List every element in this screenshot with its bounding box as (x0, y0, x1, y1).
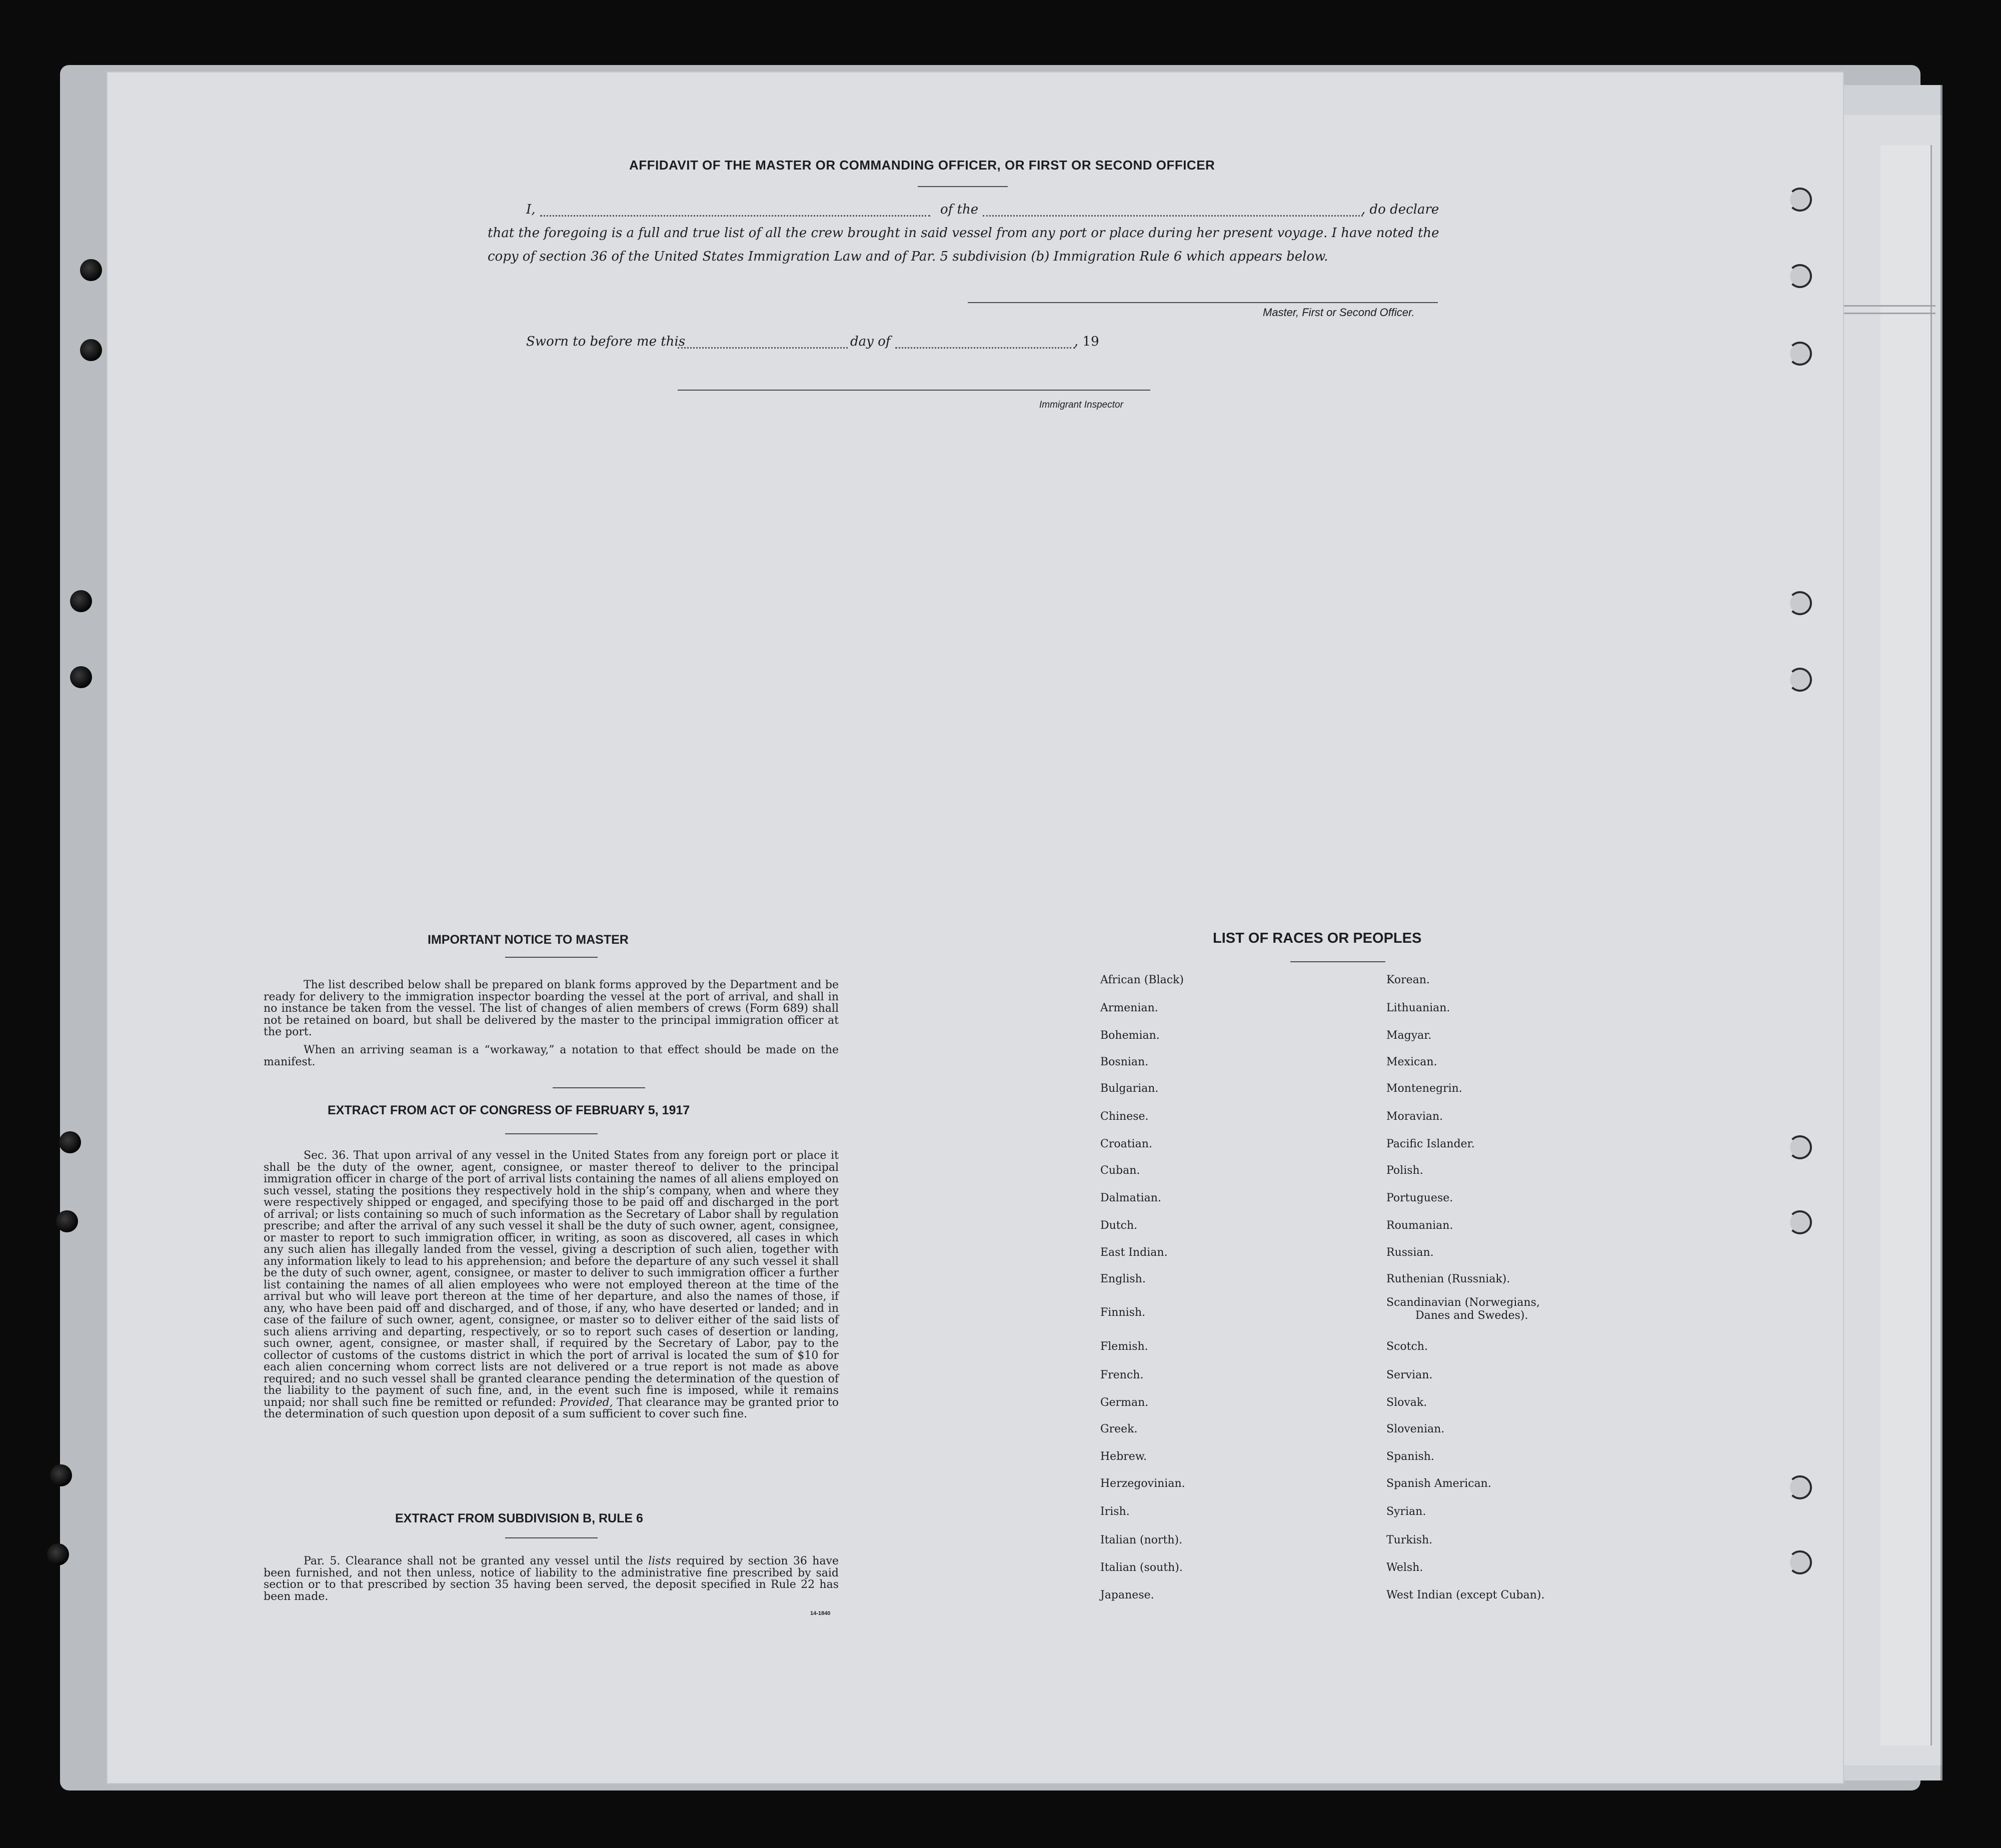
race-item: Bohemian. (1100, 1029, 1160, 1042)
officer-signature-line (968, 302, 1438, 303)
punch-hole (80, 259, 102, 281)
divider (505, 1133, 598, 1134)
race-item: Armenian. (1100, 1002, 1158, 1014)
act-section-36-text: Sec. 36. That upon arrival of any vessel in the United States from any foreign port or place it shall be the duty of the owner, agent, consignee, or master thereof to deliver to the principal immigration officer in charge of the port of arrival lists containing the names of all aliens employed on such vessel, stating the positions they respectively hold in the ship’s company, when and where they were respectively shipped or engaged, and specifying those to be paid off and discharged in the port of arrival; or lists containing so much of such information as the Secretary of Labor shall by regulation prescribe; and after the arrival of any such vessel it shall be the duty of such owner, agent, consignee, or master to report to such immigration officer, in writing, as soon as discovered, all cases in which any such alien has illegally landed from the vessel, giving a description of such alien, together with any information likely to lead to his apprehension; and before the departure of any such vessel it shall be the duty of such owner, agent, consignee, or master to deliver to such immigration officer a further list containing the names of all alien employees who were not employed thereon at the time of the arrival but who will leave port thereon at the time of her departure, and also the names of those, if any, who have been paid off and discharged, and of those, if any, who have deserted or landed; and in case of the failure of such owner, agent, consignee, or master so to deliver either of the said lists of such aliens arriving and departing, respectively, or so to report such cases of desertion or landing, such owner, agent, consignee, or master shall, if required by the Secretary of Labor, pay to the collector of customs of the customs district in which the port of arrival is located the sum of $10 for each alien concerning whom correct lists are not delivered or a true report is not made as above required; and no such vessel shall be granted clearance pending the determination of the question of the liability to the payment of such fine, and, in the event such fine is imposed, while it remains unpaid; nor shall such fine be remitted or refunded: Provided, That clearance may be granted prior to the determination of such question upon deposit of a sum sufficient to cover such fine. (264, 1149, 839, 1420)
punch-hole (80, 339, 102, 361)
punch-hole (70, 666, 92, 688)
race-item-continuation: Danes and Swedes). (1415, 1309, 1528, 1322)
race-item: Mexican. (1386, 1056, 1437, 1068)
act-title: EXTRACT FROM ACT OF CONGRESS OF FEBRUARY 5, 1917 (328, 1103, 690, 1117)
punch-hole (70, 590, 92, 612)
race-item: English. (1100, 1273, 1146, 1285)
race-item: Korean. (1386, 974, 1430, 986)
race-item: French. (1100, 1369, 1144, 1381)
race-item: Polish. (1386, 1164, 1423, 1177)
race-item: Slovenian. (1386, 1423, 1445, 1435)
rule6-title: EXTRACT FROM SUBDIVISION B, RULE 6 (395, 1511, 643, 1525)
race-item: Portuguese. (1386, 1192, 1453, 1204)
affidavit-of-the: of the (940, 202, 979, 217)
race-item: Slovak. (1386, 1396, 1427, 1409)
punch-hole (1788, 264, 1812, 288)
race-item: West Indian (except Cuban). (1386, 1589, 1545, 1601)
punch-hole (1788, 342, 1812, 366)
race-item: Scotch. (1386, 1340, 1428, 1353)
races-title: LIST OF RACES OR PEOPLES (1213, 930, 1422, 946)
race-item: Ruthenian (Russniak). (1386, 1273, 1510, 1285)
punch-hole (1788, 591, 1812, 615)
race-item: Lithuanian. (1386, 1002, 1450, 1014)
notice-title: IMPORTANT NOTICE TO MASTER (428, 933, 629, 947)
inspector-signature-line (678, 390, 1150, 391)
race-item: Italian (north). (1100, 1534, 1183, 1546)
race-item: Dutch. (1100, 1219, 1138, 1232)
race-item: Bulgarian. (1100, 1082, 1159, 1095)
divider (918, 186, 1008, 187)
race-item: Scandinavian (Norwegians, (1386, 1296, 1540, 1309)
race-item: Finnish. (1100, 1306, 1146, 1319)
inspector-caption: Immigrant Inspector (1039, 400, 1123, 410)
sworn-prefix: Sworn to before me this (526, 334, 686, 349)
race-item: Greek. (1100, 1423, 1138, 1435)
notice-paragraph: The list described below shall be prepared on blank forms approved by the Department and be ready for delivery to the immigration inspector boarding the vessel at the port of arrival, and shall in no instance be taken from the vessel. The list of changes of alien members of crews (Form 689) shall not be retained on board, but shall be delivered by the master to the principal immigration officer at the port. (264, 979, 839, 1038)
race-item: Syrian. (1386, 1505, 1426, 1518)
race-item: Spanish American. (1386, 1477, 1491, 1490)
race-item: Cuban. (1100, 1164, 1140, 1177)
divider (505, 957, 598, 958)
day-blank (678, 347, 848, 349)
punch-hole (1788, 188, 1812, 212)
race-item: Magyar. (1386, 1029, 1432, 1042)
sworn-year: , 19 (1074, 334, 1099, 349)
underlying-page-edge (1880, 145, 1932, 1745)
affidavit-line2: that the foregoing is a full and true list of all the crew brought in said vessel from any port or place during her present voyage. I have noted the (488, 226, 1439, 241)
vessel-blank (983, 215, 1363, 217)
notice-workaway-paragraph: When an arriving seaman is a “workaway,” a notation to that effect should be made on the manifest. (264, 1044, 839, 1068)
affidavit-title: AFFIDAVIT OF THE MASTER OR COMMANDING OFFICER, OR FIRST OR SECOND OFFICER (629, 158, 1215, 173)
race-item: Italian (south). (1100, 1561, 1183, 1574)
race-item: Irish. (1100, 1505, 1130, 1518)
race-item: Pacific Islander. (1386, 1138, 1475, 1150)
race-item: Russian. (1386, 1246, 1434, 1259)
sworn-day: day of (850, 334, 891, 349)
officer-caption: Master, First or Second Officer. (1263, 306, 1415, 319)
month-blank (895, 347, 1075, 349)
race-item: Chinese. (1100, 1110, 1149, 1123)
race-item: German. (1100, 1396, 1149, 1409)
punch-hole (56, 1210, 78, 1232)
race-item: Japanese. (1100, 1589, 1154, 1601)
divider (505, 1537, 598, 1538)
punch-hole (50, 1464, 72, 1486)
race-item: Moravian. (1386, 1110, 1443, 1123)
race-item: Spanish. (1386, 1450, 1434, 1463)
name-blank (540, 215, 930, 217)
race-item: East Indian. (1100, 1246, 1168, 1259)
race-item: Herzegovinian. (1100, 1477, 1185, 1490)
race-item: Roumanian. (1386, 1219, 1453, 1232)
affidavit-line3: copy of section 36 of the United States Immigration Law and of Par. 5 subdivision (b) Immigration Rule 6 which appears below. (488, 249, 1328, 264)
punch-hole (47, 1543, 69, 1565)
race-item: Bosnian. (1100, 1056, 1149, 1068)
punch-hole (1788, 1550, 1812, 1574)
document-sheet (108, 73, 1843, 1783)
race-item: Dalmatian. (1100, 1192, 1161, 1204)
punch-hole (1788, 1210, 1812, 1234)
race-item: African (Black) (1100, 974, 1184, 986)
affidavit-declare: , do declare (1361, 202, 1439, 217)
rule6-paragraph: Par. 5. Clearance shall not be granted any vessel until the lists required by section 36 have been furnished, and not then unless, notice of liability to the administrative fine prescribed by said section or to that prescribed by section 35 having been served, the deposit specified in Rule 22 has been made. (264, 1555, 839, 1603)
race-item: Croatian. (1100, 1138, 1152, 1150)
punch-hole (1788, 1135, 1812, 1159)
divider (1290, 961, 1385, 962)
race-item: Turkish. (1386, 1534, 1433, 1546)
divider (553, 1087, 645, 1088)
affidavit-i: I, (526, 202, 536, 217)
race-item: Servian. (1386, 1369, 1433, 1381)
punch-hole (1788, 668, 1812, 692)
form-number: 14-1840 (810, 1610, 831, 1616)
punch-hole (1788, 1475, 1812, 1499)
punch-hole (59, 1131, 81, 1153)
race-item: Montenegrin. (1386, 1082, 1462, 1095)
race-item: Welsh. (1386, 1561, 1423, 1574)
race-item: Flemish. (1100, 1340, 1148, 1353)
race-item: Hebrew. (1100, 1450, 1147, 1463)
